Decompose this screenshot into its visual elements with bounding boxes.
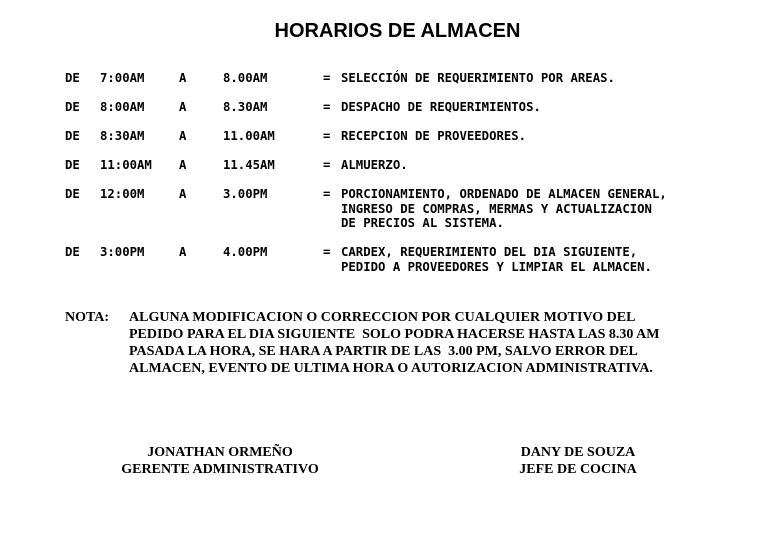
a-label: A [179,71,187,85]
end-time: 4.00PM [223,245,268,259]
signer-name: DANY DE SOUZA [520,445,636,460]
task-description: DESPACHO DE REQUERIMIENTOS. [341,100,541,114]
de-label: DE [65,100,80,114]
signer-name: JONATHAN ORMEÑO [147,445,293,460]
equals-sign: = [323,129,331,143]
note-label: NOTA: [65,310,110,325]
signature-left [100,444,340,478]
start-time: 3:00PM [100,245,145,259]
schedule-row [65,129,755,158]
signer-role: JEFE DE COCINA [519,462,637,477]
de-label: DE [65,129,80,143]
end-time: 11.45AM [223,158,275,172]
equals-sign: = [323,187,331,201]
task-description: PORCIONAMIENTO, ORDENADO DE ALMACEN GENERAL, INGRESO DE COMPRAS, MERMAS Y ACTUALIZACION DE PRECIOS AL SISTEMA. [341,187,667,230]
start-time: 8:00AM [100,100,145,114]
task-description: SELECCIÓN DE REQUERIMIENTO POR AREAS. [341,71,615,85]
equals-sign: = [323,71,331,85]
schedule-row [65,71,755,100]
de-label: DE [65,187,80,201]
schedule-row [65,100,755,129]
a-label: A [179,187,187,201]
de-label: DE [65,158,80,172]
schedule-row [65,245,755,289]
page-title: HORARIOS DE ALMACEN [274,20,521,42]
a-label: A [179,158,187,172]
equals-sign: = [323,100,331,114]
a-label: A [179,245,187,259]
a-label: A [179,129,187,143]
end-time: 3.00PM [223,187,268,201]
end-time: 8.00AM [223,71,268,85]
a-label: A [179,100,187,114]
task-description: ALMUERZO. [341,158,408,172]
signer-role: GERENTE ADMINISTRATIVO [121,462,319,477]
start-time: 8:30AM [100,129,145,143]
schedule-row [65,158,755,187]
de-label: DE [65,71,80,85]
end-time: 8.30AM [223,100,268,114]
start-time: 11:00AM [100,158,152,172]
start-time: 12:00M [100,187,145,201]
note-text: ALGUNA MODIFICACION O CORRECCION POR CUALQUIER MOTIVO DEL PEDIDO PARA EL DIA SIGUIENTE SOLO PODRA HACERSE HASTA LAS 8.30 AM PASADA LA HORA, SE HARA A PARTIR DE LAS 3.00 PM, SALVO ERROR DEL ALMACEN, EVENTO DE ULTIMA HORA O AUTORIZACION ADMINISTRATIVA. [129,310,660,376]
task-description: RECEPCION DE PROVEEDORES. [341,129,527,143]
end-time: 11.00AM [223,129,275,143]
start-time: 7:00AM [100,71,145,85]
schedule-table [65,71,755,289]
equals-sign: = [323,158,331,172]
schedule-row [65,187,755,245]
equals-sign: = [323,245,331,259]
signature-right [478,444,678,478]
task-description: CARDEX, REQUERIMIENTO DEL DIA SIGUIENTE, PEDIDO A PROVEEDORES Y LIMPIAR EL ALMACEN. [341,245,652,274]
de-label: DE [65,245,80,259]
